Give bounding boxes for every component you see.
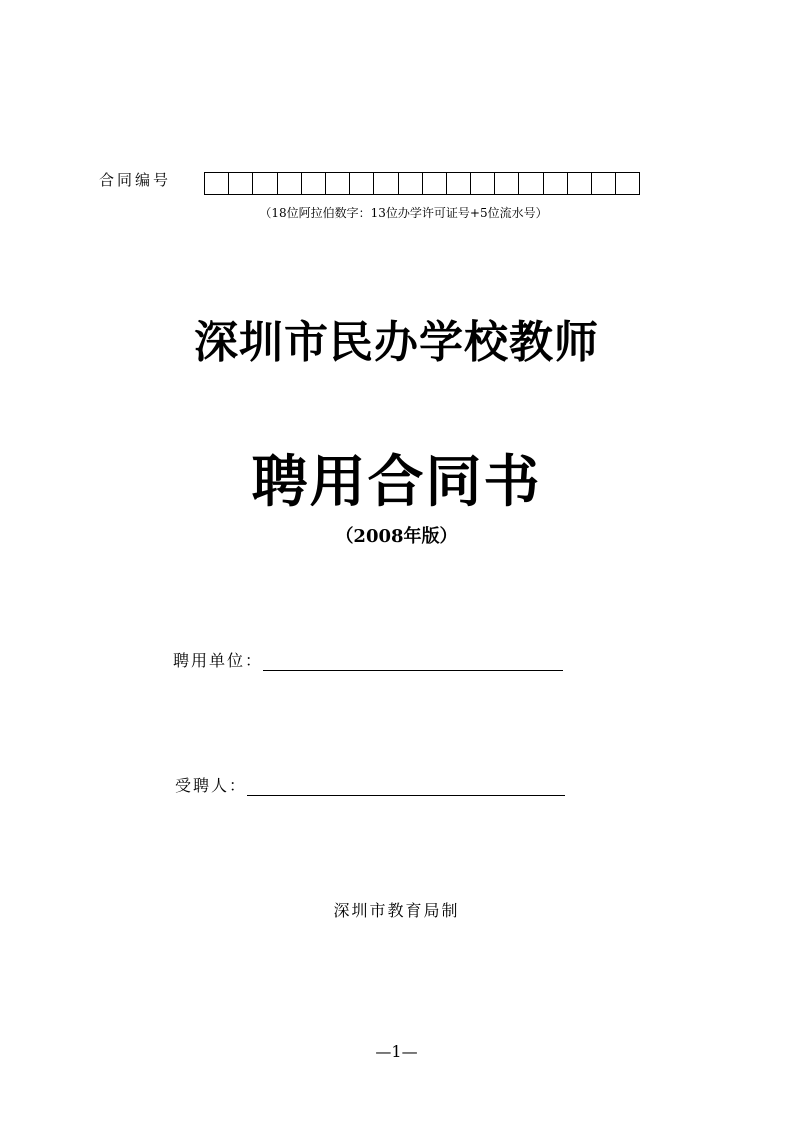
employee-input-line[interactable] [247,777,565,796]
contract-number-digit-box[interactable] [544,172,568,195]
contract-number-boxes[interactable] [204,172,640,195]
employee-label: 受聘人： [175,776,248,795]
document-title-line1: 深圳市民办学校教师 [194,317,599,368]
document-edition: （2008年版） [335,526,458,547]
contract-number-digit-box[interactable] [495,172,519,195]
contract-number-label: 合同编号 [99,170,172,189]
issuer-note: 深圳市教育局制 [333,901,460,920]
contract-number-digit-box[interactable] [205,172,229,195]
contract-number-digit-box[interactable] [423,172,447,195]
contract-number-digit-box[interactable] [374,172,398,195]
contract-number-digit-box[interactable] [278,172,302,195]
contract-number-digit-box[interactable] [447,172,471,195]
contract-number-digit-box[interactable] [229,172,253,195]
employee-field [175,773,565,796]
contract-number-digit-box[interactable] [302,172,326,195]
contract-number-digit-box[interactable] [616,172,640,195]
contract-number-digit-box[interactable] [326,172,350,195]
contract-number-digit-box[interactable] [568,172,592,195]
contract-number-digit-box[interactable] [519,172,543,195]
contract-number-hint: （18位阿拉伯数字：13位办学许可证号+5位流水号） [259,206,548,220]
contract-number-digit-box[interactable] [399,172,423,195]
contract-number-digit-box[interactable] [253,172,277,195]
employer-field [173,648,563,671]
contract-number-digit-box[interactable] [471,172,495,195]
contract-number-digit-box[interactable] [592,172,616,195]
document-title-line2: 聘用合同书 [251,450,542,515]
contract-number-digit-box[interactable] [350,172,374,195]
page-number: —1— [375,1042,418,1061]
contract-number-row [99,170,171,196]
employer-input-line[interactable] [263,652,563,671]
employer-label: 聘用单位： [173,651,264,670]
